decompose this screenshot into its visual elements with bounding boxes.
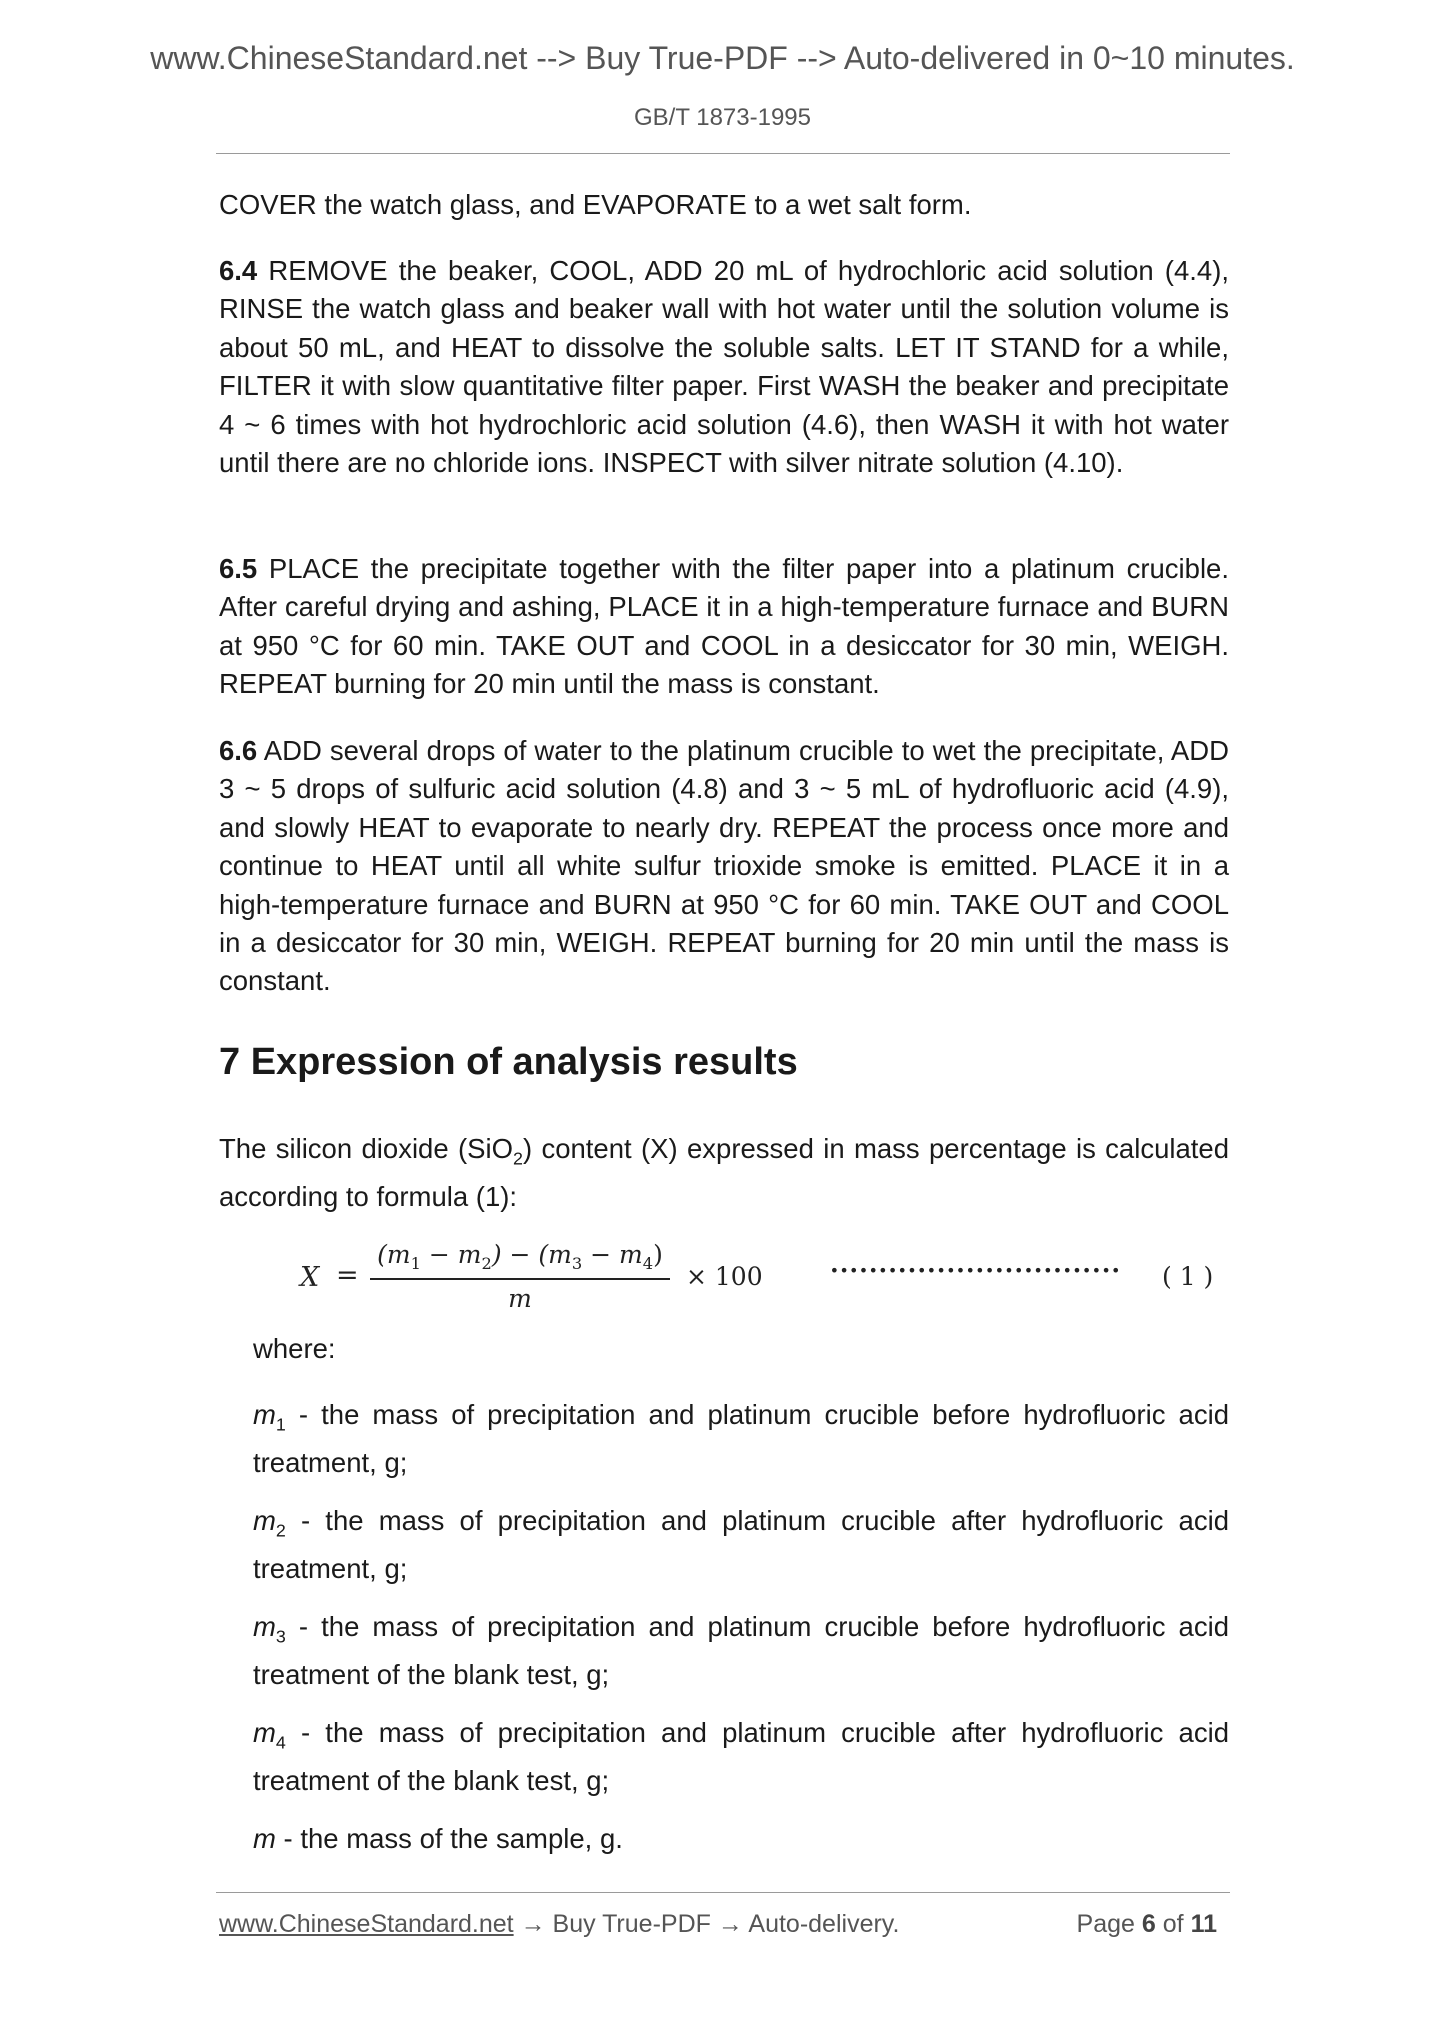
num-part: ) − (m [491, 1240, 572, 1269]
definition-text: - the mass of precipitation and platinum crucible before hydrofluoric acid treatment, g; [253, 1399, 1229, 1478]
num-part: ) [653, 1240, 663, 1269]
section-7-intro [219, 1130, 1229, 1216]
where-label: where: [253, 1333, 336, 1364]
num-part: − m [420, 1240, 482, 1269]
paragraph-6-4 [219, 252, 1229, 482]
page-indicator [1077, 1910, 1217, 1939]
intro-b: ) content (X) expressed in mass percentage is calculated according to formula (1): [219, 1133, 1230, 1212]
clause-text: ADD several drops of water to the platinum crucible to wet the precipitate, ADD 3 ~ 5 drops of sulfuric acid solution (4.8) and 3 ~ 5 mL of hydrofluoric acid (4.9), and slowly HEAT to evaporate to nearly dry. REPEAT the process once more and continue to HEAT until all white sulfur trioxide smoke is emitted. PLACE it in a high-temperature furnace and BURN at 950 °C for 60 min. TAKE OUT and COOL in a desiccator for 30 min, WEIGH. REPEAT burning for 20 min until the mass is constant. [219, 735, 1229, 997]
paragraph-6-6 [219, 732, 1229, 1001]
num-sub: 4 [642, 1254, 654, 1273]
num-part: (m [377, 1240, 411, 1269]
formula-lhs: X [300, 1262, 320, 1293]
paragraph-cover: COVER the watch glass, and EVAPORATE to a wet salt form. [219, 189, 972, 220]
num-sub: 2 [481, 1254, 492, 1273]
formula-equals: = [336, 1260, 359, 1291]
num-part: − m [582, 1240, 643, 1269]
footer-divider [216, 1892, 1230, 1893]
page-total: 11 [1190, 1910, 1217, 1938]
page-label: Page [1076, 1910, 1135, 1938]
formula-number: ( 1 ) [1162, 1262, 1214, 1291]
footer-promo-text: → Buy True-PDF → Auto-delivery. [513, 1910, 900, 1938]
formula-1 [300, 1240, 1240, 1320]
definition-text: - the mass of precipitation and platinum crucible after hydrofluoric acid treatment, g; [253, 1505, 1229, 1584]
intro-a: The silicon dioxide (SiO [219, 1133, 513, 1164]
num-sub: 1 [410, 1254, 421, 1273]
clause-number: 6.4 [219, 255, 258, 286]
clause-text: PLACE the precipitate together with the filter paper into a platinum crucible. After careful drying and ashing, PLACE it in a high-temperature furnace and BURN at 950 °C for 60 min. TAKE OUT and COOL in a desiccator for 30 min, WEIGH. REPEAT burning for 20 min until the mass is constant. [219, 553, 1229, 700]
definition-m3 [253, 1608, 1229, 1694]
footer-promo [219, 1910, 899, 1939]
standard-code: GB/T 1873-1995 [633, 104, 811, 131]
header-banner: www.ChineseStandard.net --> Buy True-PDF --> Auto-delivered in 0~10 minutes. [150, 40, 1295, 76]
footer-site-link[interactable]: www.ChineseStandard.net [219, 1910, 514, 1938]
symbol-sub: 2 [275, 1520, 286, 1541]
formula-numerator [370, 1240, 670, 1273]
definition-text: - the mass of precipitation and platinum crucible before hydrofluoric acid treatment of the blank test, g; [253, 1611, 1229, 1690]
definition-m1 [253, 1396, 1229, 1482]
num-sub: 3 [571, 1254, 583, 1273]
symbol: m [253, 1823, 276, 1854]
of-label: of [1162, 1910, 1184, 1938]
intro-sub: 2 [513, 1148, 523, 1169]
symbol-sub: 4 [275, 1732, 286, 1753]
definition-m2 [253, 1502, 1229, 1588]
definition-m4 [253, 1714, 1229, 1800]
fraction-bar [370, 1278, 670, 1280]
formula-multiplier: × 100 [686, 1262, 763, 1291]
section-7-heading: 7 Expression of analysis results [219, 1041, 798, 1083]
definition-text: - the mass of precipitation and platinum crucible after hydrofluoric acid treatment of the blank test, g; [253, 1717, 1229, 1796]
header-divider [216, 153, 1230, 154]
page-number: 6 [1141, 1910, 1156, 1938]
symbol-sub: 1 [275, 1414, 286, 1435]
definition-text: - the mass of the sample, g. [275, 1823, 623, 1854]
clause-text: REMOVE the beaker, COOL, ADD 20 mL of hydrochloric acid solution (4.4), RINSE the watch glass and beaker wall with hot water until the solution volume is about 50 mL, and HEAT to dissolve the soluble salts. LET IT STAND for a while, FILTER it with slow quantitative filter paper. First WASH the beaker and precipitate 4 ~ 6 times with hot hydrochloric acid solution (4.6), then WASH it with hot water until there are no chloride ions. INSPECT with silver nitrate solution (4.10). [219, 255, 1229, 479]
paragraph-6-5 [219, 550, 1229, 704]
clause-number: 6.6 [219, 735, 258, 766]
formula-leader-dots: ······························ [830, 1256, 1122, 1285]
symbol: m [253, 1399, 276, 1430]
clause-number: 6.5 [219, 553, 258, 584]
symbol-sub: 3 [275, 1626, 286, 1647]
symbol: m [253, 1717, 276, 1748]
symbol: m [253, 1505, 276, 1536]
definition-m [253, 1820, 1229, 1858]
formula-denominator: m [508, 1284, 532, 1313]
symbol: m [253, 1611, 276, 1642]
